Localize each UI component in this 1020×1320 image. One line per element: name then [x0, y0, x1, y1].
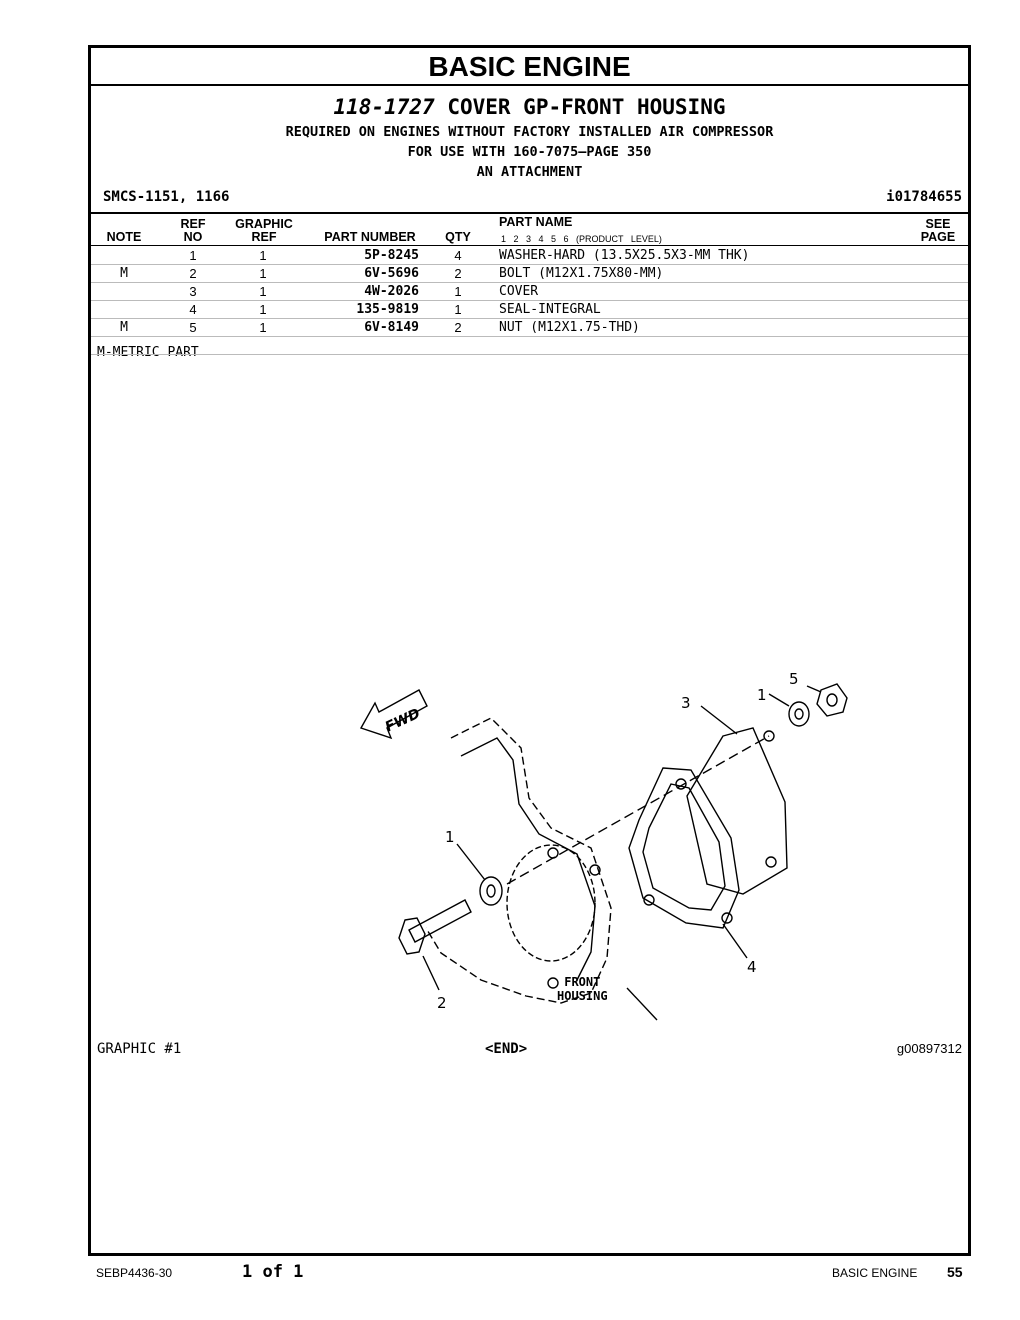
cell-part-name: BOLT (M12X1.75X80-MM)	[499, 266, 664, 281]
header-product-levels: 1 2 3 4 5 6 (PRODUCT LEVEL)	[501, 234, 662, 244]
nut	[817, 684, 847, 716]
cell-part-number: 4W-2026	[364, 284, 419, 299]
smcs-code: SMCS-1151, 1166	[103, 189, 230, 205]
callout-1-left: 1	[445, 828, 455, 846]
table-row	[91, 264, 968, 283]
housing-boss	[507, 845, 595, 961]
header-graphic-ref: GRAPHIC REF	[235, 217, 293, 244]
table-row	[91, 318, 968, 337]
front-housing	[426, 718, 611, 1003]
footer-doc-number: SEBP4436-30	[96, 1266, 173, 1280]
cell-ref: 2	[189, 266, 197, 281]
cell-part-name: WASHER-HARD (13.5X25.5X3-MM THK)	[499, 248, 750, 263]
header-note: NOTE	[106, 230, 142, 244]
cell-part-name: SEAL-INTEGRAL	[499, 302, 601, 317]
table-row	[91, 246, 968, 265]
front-housing-label-line-1: FRONT	[564, 975, 601, 989]
footer-page-number: 55	[947, 1264, 963, 1280]
callout-4: 4	[747, 958, 757, 976]
cell-graphic: 1	[259, 302, 267, 317]
cell-ref: 1	[189, 248, 197, 263]
cell-qty: 1	[454, 284, 462, 299]
cell-part-number: 6V-5696	[364, 266, 419, 281]
cell-note: M	[120, 320, 128, 335]
footer-section: BASIC ENGINE	[832, 1266, 918, 1280]
end-marker: <END>	[485, 1041, 528, 1057]
exploded-view-diagram	[291, 608, 799, 1018]
illustration-id: i01784655	[886, 189, 962, 205]
fwd-label: FWD	[382, 705, 423, 736]
front-housing-label	[557, 975, 608, 1003]
cell-ref: 5	[189, 320, 197, 335]
header-ref-no: REF NO	[180, 217, 206, 244]
note-line-2: FOR USE WITH 160-7075—PAGE 350	[407, 144, 652, 160]
cell-part-number: 6V-8149	[364, 320, 419, 335]
cell-graphic: 1	[259, 320, 267, 335]
header-see-page: SEE PAGE	[920, 217, 956, 244]
metric-rule	[91, 354, 968, 355]
header-qty: QTY	[445, 230, 471, 244]
cell-ref: 3	[189, 284, 197, 299]
callout-5: 5	[789, 670, 799, 688]
group-title	[91, 95, 968, 119]
cell-qty: 1	[454, 302, 462, 317]
cell-qty: 2	[454, 266, 462, 281]
table-row	[91, 282, 968, 301]
cell-part-number: 135-9819	[356, 302, 419, 317]
cell-part-name: NUT (M12X1.75-THD)	[499, 320, 640, 335]
header-part-name: PART NAME	[499, 215, 573, 229]
washer-top	[789, 702, 809, 726]
callout-3: 3	[681, 694, 691, 712]
header-part-number: PART NUMBER	[324, 230, 416, 244]
callout-2: 2	[437, 994, 447, 1012]
cell-qty: 2	[454, 320, 462, 335]
footer-page-of: 1 of 1	[242, 1262, 304, 1282]
group-name: COVER GP-FRONT HOUSING	[447, 95, 726, 119]
table-row	[91, 300, 968, 319]
header-top-rule	[91, 212, 968, 214]
cell-ref: 4	[189, 302, 197, 317]
cell-graphic: 1	[259, 266, 267, 281]
page-title: BASIC ENGINE	[91, 48, 968, 86]
cell-note: M	[120, 266, 128, 281]
washer-left	[480, 877, 502, 905]
metric-note: M-METRIC PART	[97, 345, 199, 360]
note-line-3: AN ATTACHMENT	[476, 164, 583, 180]
group-number: 118-1727	[333, 95, 435, 119]
front-housing-label-line-2: HOUSING	[557, 989, 608, 1003]
cell-part-number: 5P-8245	[364, 248, 419, 263]
cell-graphic: 1	[259, 248, 267, 263]
cell-graphic: 1	[259, 284, 267, 299]
cell-part-name: COVER	[499, 284, 539, 299]
note-line-1: REQUIRED ON ENGINES WITHOUT FACTORY INSTALLED AIR COMPRESSOR	[285, 124, 774, 140]
cell-qty: 4	[454, 248, 462, 263]
callout-1-top: 1	[757, 686, 767, 704]
page-frame	[88, 45, 971, 1256]
graphic-caption: GRAPHIC #1	[97, 1041, 182, 1057]
graphic-id: g00897312	[896, 1041, 962, 1056]
